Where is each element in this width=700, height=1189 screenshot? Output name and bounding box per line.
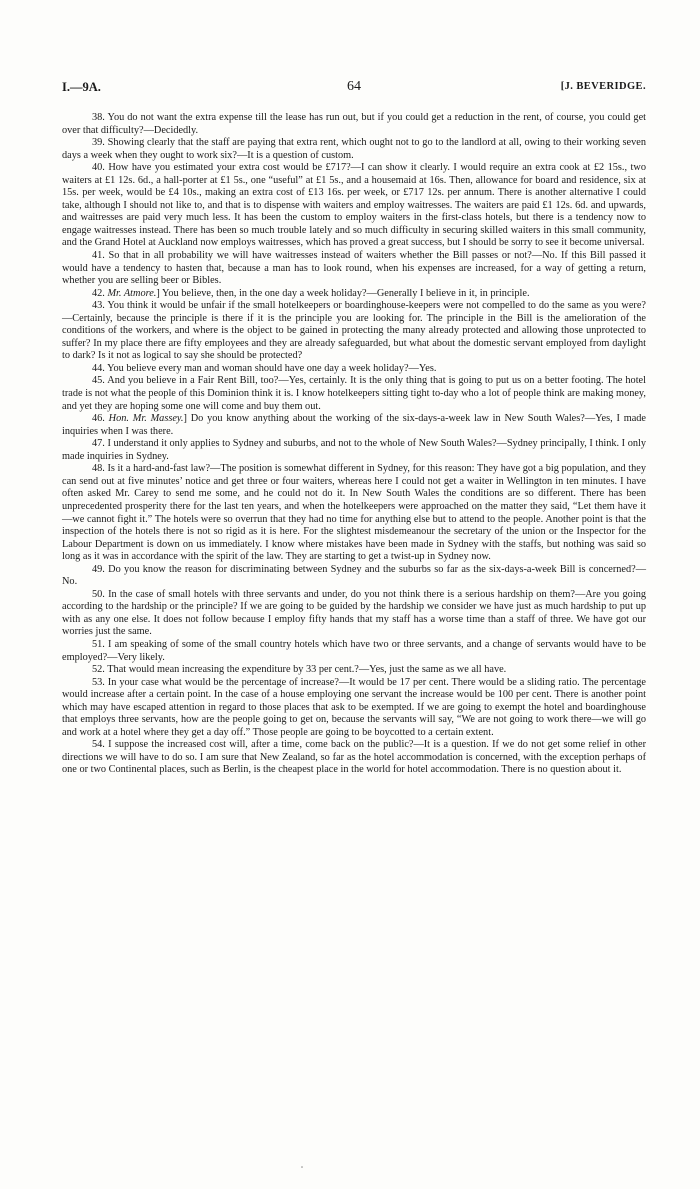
scan-speck: [300, 1165, 304, 1169]
paragraph-41: 41. So that in all probability we will have waitresses instead of waiters whether the Bill passes or not?—No. If this Bill passed it would have a tendency to hasten that, because a man has to look round, when his expenses are increased, for a way of getting a return, whether you are selling beer or Bibles.: [62, 250, 646, 287]
paragraph-number: 42.: [92, 287, 108, 299]
speaker-name: Mr. Atmore.: [107, 287, 157, 299]
page-number: 64: [347, 79, 361, 94]
paragraph-51: 51. I am speaking of some of the small country hotels which have two or three servants, and a change of servants would have to be employed?—Very likely.: [62, 638, 646, 663]
paragraph-text: ] Do you know anything about the working of the six-days-a-week law in New South Wales?—Yes, I made inquiries when I was there.: [62, 413, 647, 437]
paragraph-number: 46.: [92, 413, 109, 425]
paper-reference: I.—9A.: [62, 80, 101, 94]
paragraph-54: 54. I suppose the increased cost will, after a time, come back on the public?—It is a question. If we do not get some relief in other directions we will have to do so. I am sure that New Zealand, so far as the hotel accommodation is concerned, with the exception perhaps of one or two Continental places, such as Berlin, is the cheapest place in the world for hotel accommodation. There is no question about it.: [62, 739, 646, 776]
paragraph-text: ] You believe, then, in the one day a week holiday?—Generally I believe in it, in principle.: [156, 287, 530, 299]
paragraph-40: 40. How have you estimated your extra cost would be £717?—I can show it clearly. I would require an extra cook at £2 15s., two waiters at £1 12s. 6d., a hall-porter at £1 5s., one “useful” at £1 5s., and a housemaid at 16s. Then, allowance for board and residence, six at 15s. per week, would be £4 10s., making an extra cost of £13 16s. per week, or £717 12s. per annum. There is another alternative I could take, although I should not like to, and that is to dispense with waiters and employ waitresses. The waiters are paid £1 12s. 6d. and upwards, and waitresses are paid very much less. It has been the custom to employ waiters in the first-class hotels, but there is a tendency now to engage waitresses instead. There has been so much trouble lately and so much difficulty in securing skilled waiters in this small community, and the Grand Hotel at Auckland now employs waitresses, which has proved a great success, but I should be sorry to see it become universal.: [62, 162, 646, 249]
speaker-name: Hon. Mr. Massey.: [108, 413, 184, 425]
paragraph-44: 44. You believe every man and woman should have one day a week holiday?—Yes.: [92, 362, 437, 374]
paragraph-48: 48. Is it a hard-and-fast law?—The position is somewhat different in Sydney, for this reason: They have got a big population, and they can send out at five minutes’ notice and get three or four waiters, whereas here I could not get a waiter in Wellington in ten minutes. I have often asked Mr. Carey to send me some, and he could not do it. In New South Wales the conditions are so different. There has been unprecedented prosperity there for the last ten years, and when the hotelkeepers were approached on the matter they said, “Let them have it—we cannot fight it.” The hotels were so overrun that they had no time for anything else but to attend to the people. Another point is that the inspection of the hotels there is not so rigid as it is here. For the slightest misdemeanour the secretary of the union or the Inspector for the Labour Department is down on us immediately. I know where mistakes have been made in Sydney with the staffs, but nothing was said so long as it was in accordance with the spirit of the law. They are starting to get a twist-up in Sydney now.: [62, 463, 646, 563]
paragraph-50: 50. In the case of small hotels with three servants and under, do you not think there is a serious hardship on them?—Are you going according to the hardship or the principle? If we are going to be guided by the hardship we consider we have just as much hardship to put up with as any one else. It does not follow because I employ fifty hands that my staff has a worse time than a staff of three. We have got our worries just the same.: [62, 588, 646, 638]
testimony-body: [62, 112, 646, 777]
paragraph-47: 47. I understand it only applies to Sydney and suburbs, and not to the whole of New South Wales?—Sydney principally, I think. I only made inquiries in Sydney.: [62, 438, 646, 462]
paragraph-52: 52. That would mean increasing the expenditure by 33 per cent.?—Yes, just the same as we all have.: [92, 664, 507, 676]
paragraph-38: 38. You do not want the extra expense till the lease has run out, but if you could get a reduction in the rent, of course, you could get over that difficulty?—Decidedly.: [62, 112, 646, 136]
paragraph-45: 45. And you believe in a Fair Rent Bill, too?—Yes, certainly. It is the only thing that is going to put us on a better footing. The hotel trade is not what the people of this Dominion think it is. I know hotelkeepers sitting tight to-day who a lot of people think are making money, and yet they are hoping some one will come and buy them out.: [62, 375, 646, 412]
witness-name: [J. BEVERIDGE.: [560, 81, 646, 92]
paragraph-39: 39. Showing clearly that the staff are paying that extra rent, which ought not to go to the landlord at all, owing to their working seven days a week when they ought to work six?—It is a question of custom.: [62, 137, 646, 161]
paragraph-46: [62, 413, 646, 438]
paragraph-53: 53. In your case what would be the percentage of increase?—It would be 17 per cent. There would be a sliding ratio. The percentage would increase after a certain point. In the case of a house employing one servant the increase would be 100 per cent. There is another point which may have escaped attention in regard to those places that ask to be exempted. If we are going to exempt the hotel and boardinghouse that employs three servants, how are the people going to get on, because the servants will say, “We are not going to work there—we will go and work at a hotel where they get a day off.” Those people are going to be boycotted to a certain extent.: [62, 676, 646, 738]
paragraph-49: 49. Do you know the reason for discriminating between Sydney and the suburbs so far as the six-days-a-week Bill is concerned?—No.: [62, 563, 646, 588]
paragraph-43: 43. You think it would be unfair if the small hotelkeepers or boardinghouse-keepers were not compelled to do the same as you were?—Certainly, because the principle is there if it is the principle you are looking for. The principle in the Bill is the amelioration of the conditions of the workers, and where is the object to be gained in protecting the many already protected and allowing those unprotected to suffer? In my place there are fifty employees and they are already safeguarded, but what about the domestic servant employed from daylight to dark? Is it not as logical to say she should be protected?: [62, 300, 646, 362]
paragraph-42: [62, 288, 646, 301]
page-header: [62, 78, 646, 96]
